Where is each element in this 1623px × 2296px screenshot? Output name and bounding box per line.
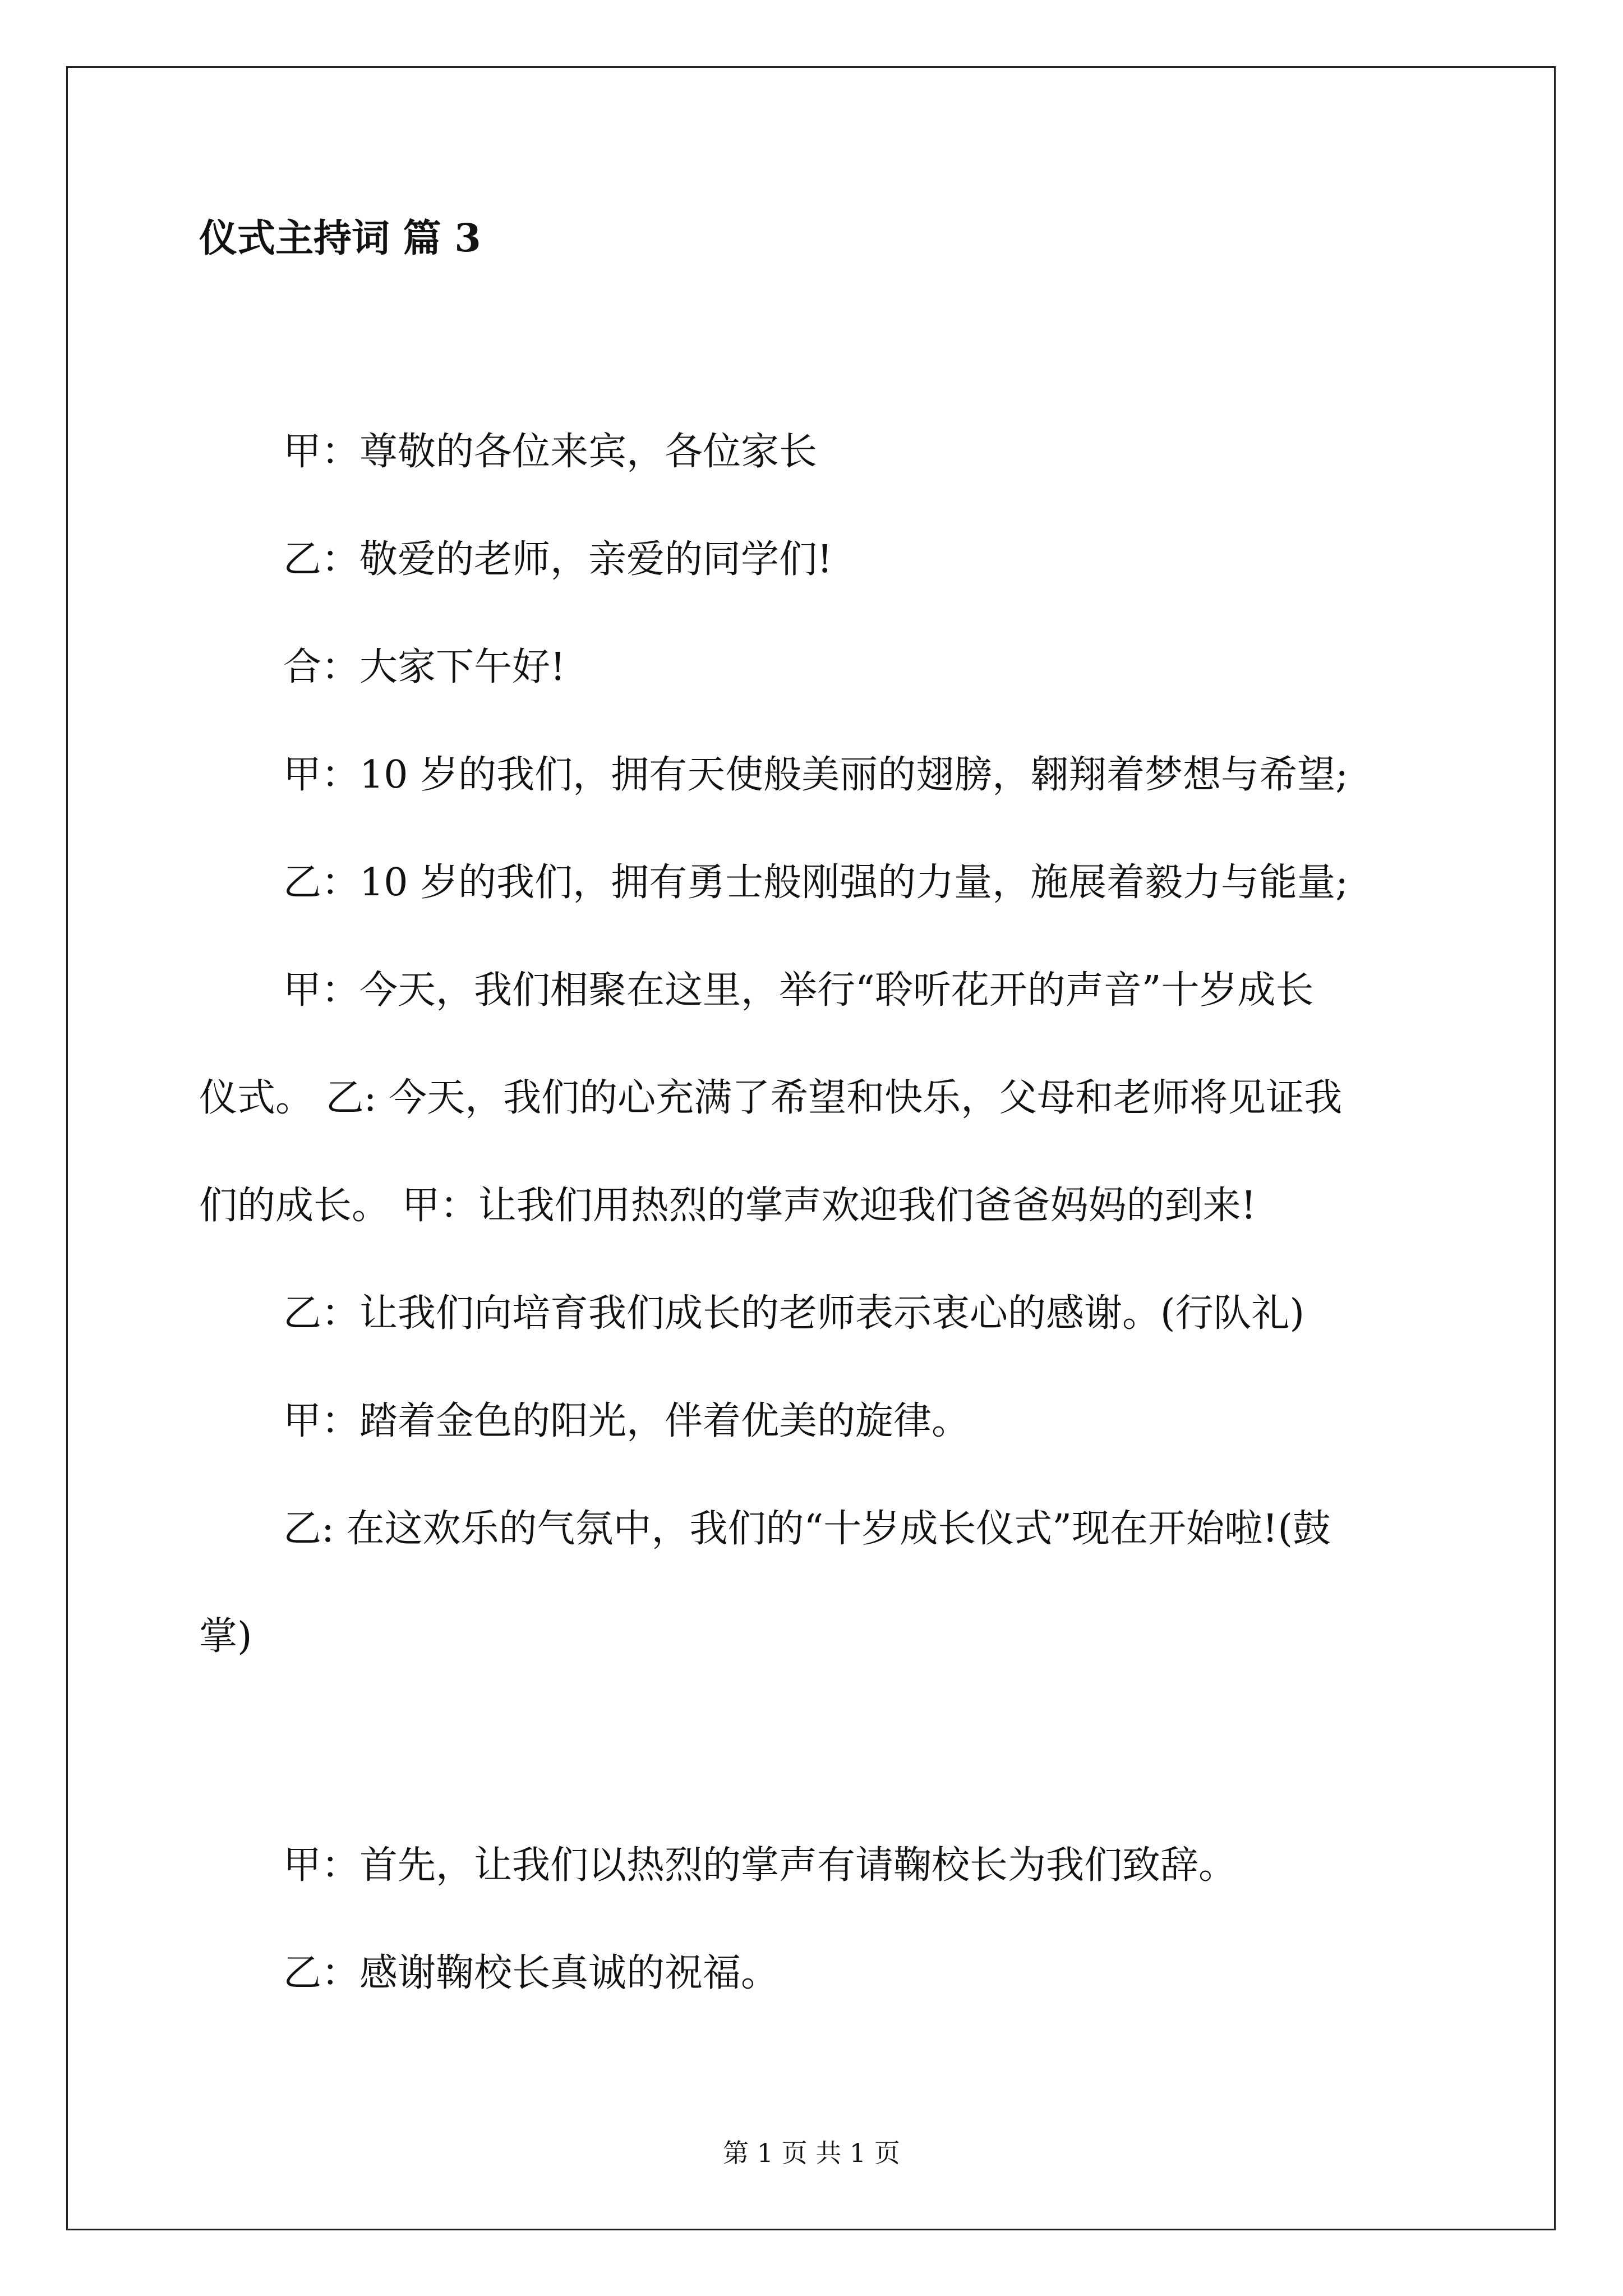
text-line: 乙：敬爱的老师，亲爱的同学们! [283, 537, 833, 582]
text-line: 掌) [199, 1614, 252, 1659]
text-line: 们的成长。 甲：让我们用热烈的掌声欢迎我们爸爸妈妈的到来! [199, 1184, 1256, 1228]
paragraph-principal-thanks [199, 1920, 1433, 2027]
paragraph-principal-invite [199, 1812, 1433, 1920]
paragraph-sunshine [199, 1368, 1433, 1475]
paragraph-ceremony-intro [199, 937, 1433, 1260]
page-number-footer: 第 1 页 共 1 页 [723, 2138, 900, 2168]
paragraph-greeting-all [199, 614, 1433, 721]
text-line: 乙: 在这欢乐的气氛中，我们的“十岁成长仪式”现在开始啦!(鼓 [283, 1507, 1331, 1551]
paragraph-strength [199, 829, 1433, 937]
document-title: 仪式主持词 篇 3 [199, 216, 481, 261]
text-line: 甲：尊敬的各位来宾，各位家长 [283, 430, 818, 474]
text-line: 合：大家下午好! [283, 645, 566, 689]
text-line: 乙：感谢鞠校长真诚的祝福。 [283, 1951, 780, 1995]
paragraph-ceremony-start [199, 1475, 1433, 1691]
text-line: 甲：10 岁的我们，拥有天使般美丽的翅膀，翱翔着梦想与希望; [283, 753, 1349, 797]
text-line: 乙：10 岁的我们，拥有勇士般刚强的力量，施展着毅力与能量; [283, 861, 1349, 905]
paragraph-greeting-teachers [199, 506, 1433, 614]
paragraph-greeting-guests [199, 398, 1433, 506]
text-line: 甲：首先，让我们以热烈的掌声有请鞠校长为我们致辞。 [283, 1843, 1237, 1888]
text-line: 甲：今天，我们相聚在这里，举行“聆听花开的声音”十岁成长 [283, 968, 1314, 1013]
text-line: 仪式。 乙: 今天，我们的心充满了希望和快乐，父母和老师将见证我 [199, 1076, 1343, 1120]
paragraph-thanks-teachers [199, 1260, 1433, 1368]
text-line: 甲：踏着金色的阳光，伴着优美的旋律。 [283, 1399, 970, 1443]
paragraph-dream [199, 721, 1433, 829]
text-line: 乙：让我们向培育我们成长的老师表示衷心的感谢。(行队礼) [283, 1291, 1305, 1336]
